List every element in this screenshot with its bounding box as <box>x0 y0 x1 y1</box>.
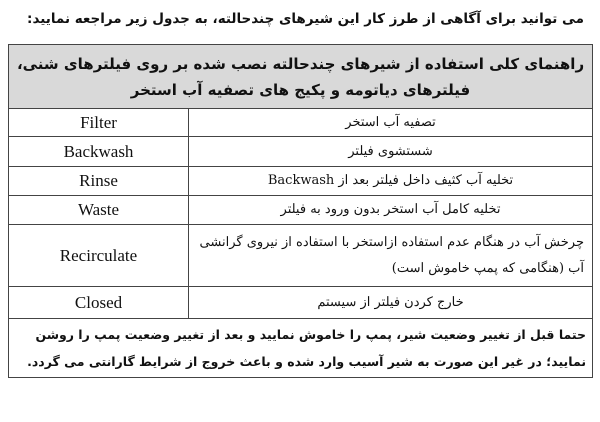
table-row <box>9 109 593 137</box>
row-description-waste: تخلیه کامل آب استخر بدون ورود به فیلتر <box>189 196 593 225</box>
row-description-filter: تصفیه آب استخر <box>189 109 593 137</box>
table-header-row <box>9 45 593 109</box>
row-term-backwash: Backwash <box>9 137 189 167</box>
table-row <box>9 287 593 319</box>
table-header: راهنمای کلی استفاده از شیرهای چندحالته نصب شده بر روی فیلترهای شنی، فیلترهای دیاتومه و پکیج های تصفیه آب استخر <box>9 45 593 109</box>
row-term-waste: Waste <box>9 196 189 225</box>
row-term-rinse: Rinse <box>9 167 189 196</box>
row-description-rinse: تخلیه آب کثیف داخل فیلتر بعد از Backwash <box>189 167 593 196</box>
table-row <box>9 167 593 196</box>
row-description-recirculate: چرخش آب در هنگام عدم استفاده ازاستخر با استفاده از نیروی گرانشی آب (هنگامی که پمپ خاموش است) <box>189 225 593 287</box>
multiport-valve-guide-table <box>8 44 593 378</box>
warning-note: حتما قبل از تغییر وضعیت شیر، پمپ را خاموش نمایید و بعد از تغییر وضعیت پمپ را روشن نمایید؛ در غیر این صورت به شیر آسیب وارد شده و باعث خروج از شرایط گارانتی می گردد. <box>9 319 593 378</box>
row-term-recirculate: Recirculate <box>9 225 189 287</box>
table-row <box>9 137 593 167</box>
row-description-closed: خارج کردن فیلتر از سیستم <box>189 287 593 319</box>
table-row <box>9 196 593 225</box>
row-description-backwash: شستشوی فیلتر <box>189 137 593 167</box>
table-footer-row <box>9 319 593 378</box>
intro-text: می توانید برای آگاهی از طرز کار این شیرهای چندحالته، به جدول زیر مراجعه نمایید: <box>27 11 584 27</box>
row-term-filter: Filter <box>9 109 189 137</box>
table-row <box>9 225 593 287</box>
row-term-closed: Closed <box>9 287 189 319</box>
